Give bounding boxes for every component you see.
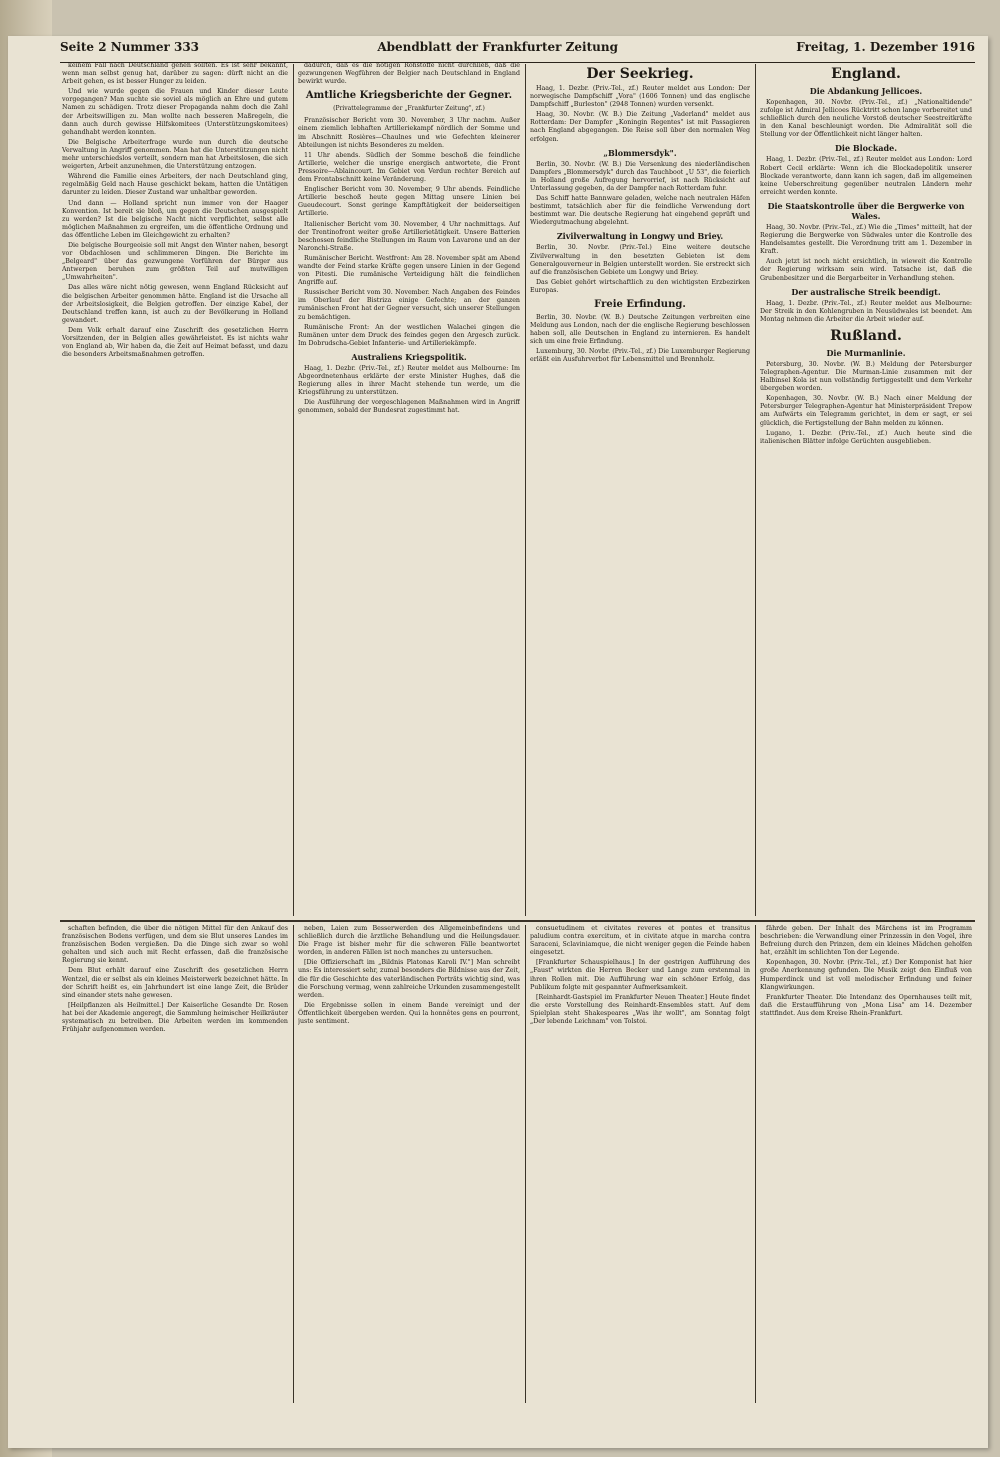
column-divider [525,925,526,1403]
subheadline: Der australische Streik beendigt. [791,286,941,297]
masthead [60,40,975,63]
newspaper-title: Abendblatt der Frankfurter Zeitung [377,40,618,54]
feuilleton-paragraph: Die Ergebnisse sollen in einem Bande vereinigt und der Öffentlichkeit übergeben werden. Qui la honnêtes gens en pourront, juste sentiment. [298,1001,520,1026]
article-paragraph: Petersburg, 30. Novbr. (W. B.) Meldung der Petersburger Telegraphen-Agentur. Die Murman-Linie zusammen mit der Halbinsel Kola ist nun vollständig fertiggestellt und dem Verkehr übergeben worden. [760,360,972,393]
feuilleton-rule [60,920,975,922]
column-1 [62,62,288,917]
column-divider [755,64,756,916]
article-paragraph: Während die Familie eines Arbeiters, der nach Deutschland ging, regelmäßig Geld nach Hause geschickt bekam, hatten die Untätigen darunter zu leiden. Dieser Zustand war unhaltbar geworden. [62,173,288,197]
subheadline: Die Abdankung Jellicoes. [809,86,923,96]
feuilleton-paragraph: [Frankfurter Schauspielhaus.] In der gestrigen Aufführung des „Faust" wirkten die Herren Becker und Lange zum erstenmal in ihren Rollen mit. Die Aufführung war ein schöner Erfolg, das Publikum folgte mit gespannter Aufmerksamkeit. [530,959,750,991]
headline-seekrieg: Der Seekrieg. [586,66,694,82]
article-paragraph: dadurch, daß es die nötigen Rohstoffe nicht durchließ, daß die gezwungenen Wegführen der Belgier nach Deutschland in England bewirkt wurde. [298,62,520,86]
feuilleton-column-2 [298,925,520,1405]
article-paragraph: Das alles wäre nicht nötig gewesen, wenn England Rücksicht auf die belgischen Arbeiter genommen hätte. England ist die Ursache all der Arbeitslosigkeit, die Belgien getroffen. Der einzige Kabel, der Deutschland treffen kann, ist auch zu der Bevölkerung in Holland gewandert. [62,284,288,324]
article-paragraph: Rumänische Front: An der westlichen Walachei gingen die Rumänen unter dem Druck des feindes gegen den Argesch zurück. Im Dobrudscha-Gebiet Infanterie- und Artilleriekämpfe. [298,323,520,347]
subheadline: Die Staatskontrolle über die Bergwerke von Wales. [767,200,965,221]
article-paragraph: Die Ausführung der vorgeschlagenen Maßnahmen wird in Angriff genommen, sobald der Bundesrat zugestimmt hat. [298,399,520,415]
subheadline: Die Murmanlinie. [826,347,906,358]
feuilleton-paragraph: [Reinhardt-Gastspiel im Frankfurter Neuen Theater.] Heute findet die erste Vorstellung des Reinhardt-Ensembles statt. Auf dem Spielplan steht Shakespeares „Was ihr wollt", am Sonntag folgt „Der lebende Leichnam" von Tolstoi. [530,993,750,1026]
article-paragraph: Und dann — Holland spricht nun immer von der Haager Konvention. Ist bereit sie bloß, um gegen die Deutschen ausgespielt zu werden? Ist die belgische Nacht nicht verpflichtet, selbst alle möglichen Maßnahmen zu ergreifen, um die öffentliche Ordnung und das öffentliche Leben im Gleichgewicht zu erhalten? [62,199,288,239]
column-4 [760,62,972,917]
page-number: Seite 2 Nummer 333 [60,40,200,54]
article-paragraph: Lugano, 1. Dezbr. (Priv.-Tel., zf.) Auch heute sind die italienischen Blätter infolge Gerüchten ausgeblieben. [760,429,972,445]
article-paragraph: Haag, 30. Novbr. (W. B.) Die Zeitung „Vaderland" meldet aus Rotterdam: Der Dampfer „Koningin Regentes" ist mit Passagieren nach England abgegangen. Die Reise soll über den normalen Weg erfolgen. [530,111,750,143]
feuilleton-column-3 [530,925,750,1405]
column-divider [755,925,756,1403]
article-paragraph: Berlin, 30. Novbr. (W. B.) Deutsche Zeitungen verbreiten eine Meldung aus London, nach der die englische Regierung beschlossen haben soll, alle Deutschen in England zu internieren. Es handelt sich um eine freie Erfindung. [530,313,750,346]
feuilleton-paragraph: consuetudinem et civitates reveres et pontes et transitus paludium contra exercitum, et in civitate atque in marcha contra Saraceni, Sclaviniamque, die nicht weniger gegen die Feinde haben eingesetzt. [530,925,750,957]
article-paragraph: Luxemburg, 30. Novbr. (Priv.-Tel., zf.) Die Luxemburger Regierung erläßt ein Ausfuhrverbot für Lebensmittel und Brennholz. [530,348,750,364]
feuilleton-paragraph: schaften befinden, die über die nötigen Mittel für den Ankauf des französischen Bodens verfügen, und dem sie Blut unseres Landes im französischen Boden vergießen. Da die Dinge sich zwar so wohl gehalten und sich auch mit Recht erfassen, daß die französische Regierung sie kennt. [62,925,288,965]
feuilleton-paragraph: fährde geben. Der Inhalt des Märchens ist im Programm beschrieben: die Verwandlung einer Prinzessin in den Vogel, ihre Befreiung durch den Prinzen, dem ein kleines Mädchen geholfen hat, erzählt im schlichten Ton der Legende. [760,925,972,957]
feuilleton-column-1 [62,925,288,1405]
article-paragraph: Russischer Bericht vom 30. November. Nach Angaben des Feindes im Oberlauf der Bistriza einige Gefechte; an der ganzen rumänischen Front hat der Gegner versucht, sich unserer Stellungen zu bemächtigen. [298,289,520,321]
headline-zivilverwaltung: Zivilverwaltung in Longwy und Briey. [556,231,724,242]
article-paragraph: Die Belgische Arbeiterfrage wurde nun durch die deutsche Verwaltung in Angriff genommen. Man hat die Unterstützungen nicht mehr unterschiedslos verteilt, sondern man hat Arbeitslosen, die sich weigerten, Arbeit anzunehmen, die Unterstützung entzogen. [62,138,288,171]
headline-blommersdyk: „Blommersdyk". [603,147,677,158]
headline-freie-erfindung: Freie Erfindung. [594,298,686,310]
subheadline: Die Blockade. [834,143,898,154]
article-paragraph: Haag, 1. Dezbr. (Priv.-Tel., zf.) Reuter meldet aus London: Lord Robert Cecil erklärte: Wenn ich die Blockadepolitik unserer Blockade verantworte, dann kann ich sagen, daß im allgemeinen keine Ueberschreitung gegenüber neutralen Ländern mehr erreicht werden konnte. [760,156,972,196]
article-paragraph: Kopenhagen, 30. Novbr. (W. B.) Nach einer Meldung der Petersburger Telegraphen-Agentur hat Ministerpräsident Trepow am Aufwärts ein Telegramm gerichtet, in dem er sagt, er sei glücklich, die Fertigstellung der Bahn melden zu können. [760,395,972,427]
column-divider [525,64,526,916]
article-paragraph: Haag, 1. Dezbr. (Priv.-Tel., zf.) Reuter meldet aus Melbourne: Im Abgeordnetenhaus erklärte der erste Minister Hughes, daß die Regierung alles in ihrer Macht stehende tun werde, um die Kriegsführung zu unterstützen. [298,364,520,397]
headline-england: England. [831,66,901,82]
issue-date: Freitag, 1. Dezember 1916 [796,40,975,54]
feuilleton-paragraph: [Heilpflanzen als Heilmittel.] Der Kaiserliche Gesandte Dr. Rosen hat bei der Akademie angeregt, die Sammlung heimischer Heilkräuter systematisch zu betreiben. Die Arbeiten werden im kommenden Frühjahr aufgenommen werden. [62,1001,288,1034]
article-paragraph: 11 Uhr abends. Südlich der Somme beschoß die feindliche Artillerie, welcher die unsrige energisch antwortete, die Front Pressoire—Ablaincourt. Im Gebiet von Verdun rechter Bereich auf dem Frontabschnitt keine Veränderung. [298,151,520,184]
article-paragraph: Die belgische Bourgeoisie soll mit Angst den Winter nahen, besorgt vor Obdachlosen und schlimmeren Dingen. Die Berichte im „Belgeard" über das gezwungene Vorführen der Bürger aus Antwerpen beruhen zum größten Teil auf mutwilligen „Umwahrheiten". [62,241,288,282]
headline-kriegsberichte: Amtliche Kriegsberichte der Gegner. [305,90,513,102]
article-paragraph: Kopenhagen, 30. Novbr. (Priv.-Tel., zf.) „Nationaltidende" zufolge ist Admiral Jellicoes Rücktritt schon lange vorbereitet und schließlich durch den neuliche Vorstoß deutscher Seestreitkräfte in den Kanal beschleunigt worden. Die Admiralität soll die Stellung vor der Öffentlichkeit nicht länger halten. [760,99,972,139]
article-paragraph: Italienischer Bericht vom 30. November, 4 Uhr nachmittags. Auf der Trentinofront weiter große Artillerietätigkeit. Unsere Batterien beschossen feindliche Stellungen im Raum von Lavarone und an der Naronchi-Straße. [298,220,520,252]
feuilleton-paragraph: [Die Offizierschaft im „Bildnis Platonas Karoli IV."] Man schreibt uns: Es interessiert sehr, zumal besonders die Bildnisse aus der Zeit, die für die Geschichte des vaterländischen Porträts wichtig sind, was die Forschung vermag, wenn zahlreiche Urkunden zusammengestellt werden. [298,959,520,999]
article-paragraph: Das Schiff hatte Bannware geladen, welche nach neutralen Häfen bestimmt, tatsächlich aber für die feindliche Verwendung dort bestimmt war. Die deutsche Regierung hat eingehend geprüft und Wiedergutmachung abgelehnt. [530,195,750,227]
column-divider [293,64,294,916]
feuilleton-column-4 [760,925,972,1405]
article-paragraph: Auch jetzt ist noch nicht ersichtlich, in wieweit die Kontrolle der Regierung wirksam sein wird. Tatsache ist, daß die Grubenbesitzer und die Bergarbeiter in Verhandlung stehen. [760,258,972,282]
feuilleton-paragraph: Frankfurter Theater. Die Intendanz des Opernhauses teilt mit, daß die Erstaufführung von „Mona Lisa" am 14. Dezember stattfindet. Aus dem Kreise Rhein-Frankfurt. [760,993,972,1017]
article-paragraph: Dem Volk erhalt darauf eine Zuschrift des gesetzlichen Herrn Vorsitzenden, der in Belgien alles gewährleistet. Es ist nichts wahr von England ab, Wir haben da, die Zeit auf Heimat befasst, und dazu die besonders Arbeitsmaßnahmen getroffen. [62,326,288,359]
article-paragraph: Berlin, 30. Novbr. (W. B.) Die Versenkung des niederländischen Dampfers „Blommersdyk" durch das Tauchboot „U 53", die feierlich in Holland große Aufregung hervorrief, ist nach Rücksicht auf Unterlassung gegeben, da der Dampfer nach Rotterdam fuhr. [530,160,750,192]
article-paragraph: Haag, 30. Novbr. (Priv.-Tel., zf.) Wie die „Times" mitteilt, hat der Regierung die Bergwerke von Südwales unter die Kontrolle des Handelsamtes gestellt. Die Verordnung tritt am 1. Dezember in Kraft. [760,223,972,256]
feuilleton-paragraph: neben, Laien zum Besserwerden des Allgemeinbefindens und schließlich durch die ärztliche Behandlung und die Heilungsdauer. Die Frage ist bisher mehr für die schweren Fälle beantwortet worden, in anderen Fällen ist noch manches zu untersuchen. [298,925,520,957]
article-paragraph: Haag, 1. Dezbr. (Priv.-Tel., zf.) Reuter meldet aus London: Der norwegische Dampfschiff „Vora" (1606 Tonnen) und das englische Dampfschiff „Burleston" (2948 Tonnen) wurden versenkt. [530,85,750,109]
article-paragraph: Haag, 1. Dezbr. (Priv.-Tel., zf.) Reuter meldet aus Melbourne: Der Streik in den Kohlengruben in Neusüdwales ist beendet. Am Montag nehmen die Arbeiter die Arbeit wieder auf. [760,299,972,323]
headline-russland: Rußland. [830,327,902,344]
feuilleton-paragraph: Dem Blut erhält darauf eine Zuschrift des gesetzlichen Herrn Wentzel, die er selbst als ein kleines Meisterwerk bezeichnet hätte. In der Schrift heißt es, ein Jahrhundert ist eine lange Zeit, die Brüder sind einander stets nahe gewesen. [62,967,288,999]
article-paragraph: Das Gebiet gehört wirtschaftlich zu den wichtigsten Erzbezirken Europas. [530,278,750,294]
article-paragraph: Französischer Bericht vom 30. November, 3 Uhr nachm. Außer einem ziemlich lebhaften Artilleriekampf nördlich der Somme und im Abschnitt Rosières—Chaulnes und wie Gefechten kleinerer Abteilungen ist nichts Besonderes zu melden. [298,117,520,149]
column-2 [298,62,520,917]
article-paragraph: keinem Fall nach Deutschland gehen sollten. Es ist sehr bekannt, wenn man selbst genug hat, darüber zu sagen: dürft nicht an die Arbeit gehen, es ist besser Hunger zu leiden. [62,62,288,86]
headline-australien: Australiens Kriegspolitik. [351,351,467,362]
article-paragraph: Und wie wurde gegen die Frauen und Kinder dieser Leute vorgegangen? Man suchte sie soviel als möglich an Ehre und gutem Namen zu schädigen. Trotz dieser Propaganda nahm doch die Zahl der Arbeitswilligen zu. Man wollte nach besseren Maßregeln, die dann auch durch gewisse Hilfskomitees (Unterstützungskomitees) gehandhabt werden konnten. [62,88,288,136]
column-divider [293,925,294,1403]
article-paragraph: Englischer Bericht vom 30. November, 9 Uhr abends. Feindliche Artillerie beschoß heute gegen Mittag unsere Linien bei Gueudecourt. Sonst geringe Kampftätigkeit der beiderseitigen Artillerie. [298,186,520,218]
article-paragraph: Rumänischer Bericht. Westfront: Am 28. November spät am Abend wandte der Feind starke Kräfte gegen unsere Linien in der Gegend von Pitesti. Die rumänische Verteidigung hält die feindlichen Angriffe auf. [298,254,520,287]
column-3 [530,62,750,917]
article-paragraph: Berlin, 30. Novbr. (Priv.-Tel.) Eine weitere deutsche Zivilverwaltung in den besetzten Gebieten ist dem Generalgouverneur in Belgien unterstellt worden. Sie erstreckt sich auf die französischen Gebiete um Longwy und Briey. [530,244,750,276]
feuilleton-paragraph: Kopenhagen, 30. Novbr. (Priv.-Tel., zf.) Der Komponist hat hier große Anerkennung gefunden. Die Musik zeigt den Einfluß von Humperdinck und ist voll melodischer Erfindung und feiner Klangwirkungen. [760,959,972,991]
headline-subnote: (Privattelegramme der „Frankfurter Zeitung", zf.) [333,105,485,113]
